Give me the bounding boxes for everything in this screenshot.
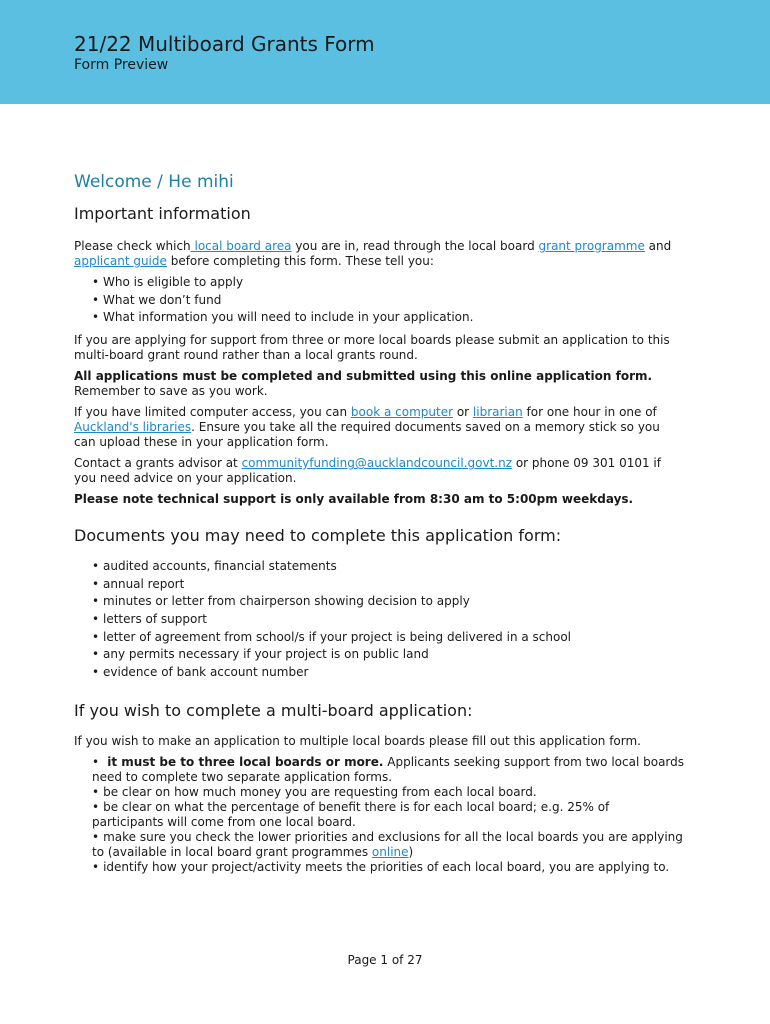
list-item: • What we don’t fund — [92, 293, 684, 308]
multiboard-heading: If you wish to complete a multi-board application: — [74, 700, 473, 720]
list-item: • letter of agreement from school/s if your project is being delivered in a school — [92, 630, 684, 645]
form-subtitle: Form Preview — [74, 57, 169, 73]
list-item: • identify how your project/activity meets the priorities of each local board, you are applying to. — [92, 859, 670, 874]
welcome-heading: Welcome / He mihi — [74, 172, 234, 192]
form-header — [0, 0, 770, 104]
book-computer-link[interactable]: book a computer — [350, 405, 454, 420]
intro-paragraph: Please check which local board area you are in, read through the local board grant programme and applicant guide before completing this form. These tell you: — [74, 239, 672, 268]
local-board-area-link[interactable]: local board area — [190, 239, 292, 253]
computer-access-paragraph: If you have limited computer access, you can book a computer or librarian for one hour in one of Auckland's libraries. Ensure you take all the required documents saved on a memory stick so you can upload these in your application form. — [74, 405, 660, 450]
list-item: • evidence of bank account number — [92, 665, 684, 680]
documents-list — [92, 559, 684, 680]
list-item: • annual report — [92, 577, 684, 592]
list-item: • be clear on what the percentage of benefit there is for each local board; e.g. 25% of participants will come from one local board. — [92, 799, 610, 829]
list-item: • Who is eligible to apply — [92, 275, 684, 290]
support-paragraph: If you are applying for support from three or more local boards please submit an application to this multi-board grant round rather than a local grants round. — [74, 333, 670, 363]
online-link[interactable]: online — [371, 844, 409, 859]
eligibility-list — [92, 275, 684, 325]
form-title: 21/22 Multiboard Grants Form — [74, 32, 375, 56]
documents-heading: Documents you may need to complete this application form: — [74, 526, 562, 546]
applicant-guide-link[interactable]: applicant guide — [74, 254, 167, 268]
list-item: • audited accounts, financial statements — [92, 559, 684, 574]
list-item: • What information you will need to include in your application. — [92, 310, 684, 325]
contact-paragraph: Contact a grants advisor at communityfunding@aucklandcouncil.govt.nz or phone 09 301 0101 if you need advice on your application. — [74, 456, 661, 486]
list-item: • minutes or letter from chairperson showing decision to apply — [92, 594, 684, 609]
page-number: Page 1 of 27 — [347, 953, 423, 967]
multiboard-intro: If you wish to make an application to multiple local boards please fill out this application form. — [74, 733, 641, 748]
important-info-heading: Important information — [74, 204, 251, 223]
page-content — [74, 170, 684, 883]
grant-programme-link[interactable]: grant programme — [538, 239, 645, 253]
list-item: • it must be to three local boards or more. Applicants seeking support from two local boards need to complete two separate application forms. — [92, 754, 685, 784]
librarian-link[interactable]: librarian — [472, 405, 523, 420]
list-item: • any permits necessary if your project is on public land — [92, 647, 684, 662]
tech-support-note: Please note technical support is only available from 8:30 am to 5:00pm weekdays. — [74, 492, 634, 507]
aucklands-libraries-link[interactable]: Auckland's libraries — [74, 420, 192, 435]
list-item: • make sure you check the lower priorities and exclusions for all the local boards you are applying to (available in local board grant programmes online) — [92, 829, 683, 859]
email-link[interactable]: communityfunding@aucklandcouncil.govt.nz — [241, 456, 512, 471]
multiboard-list — [92, 755, 684, 875]
online-note: All applications must be completed and submitted using this online application form. Remember to save as you work. — [74, 369, 653, 399]
list-item: • be clear on how much money you are requesting from each local board. — [92, 784, 537, 799]
list-item: • letters of support — [92, 612, 684, 627]
